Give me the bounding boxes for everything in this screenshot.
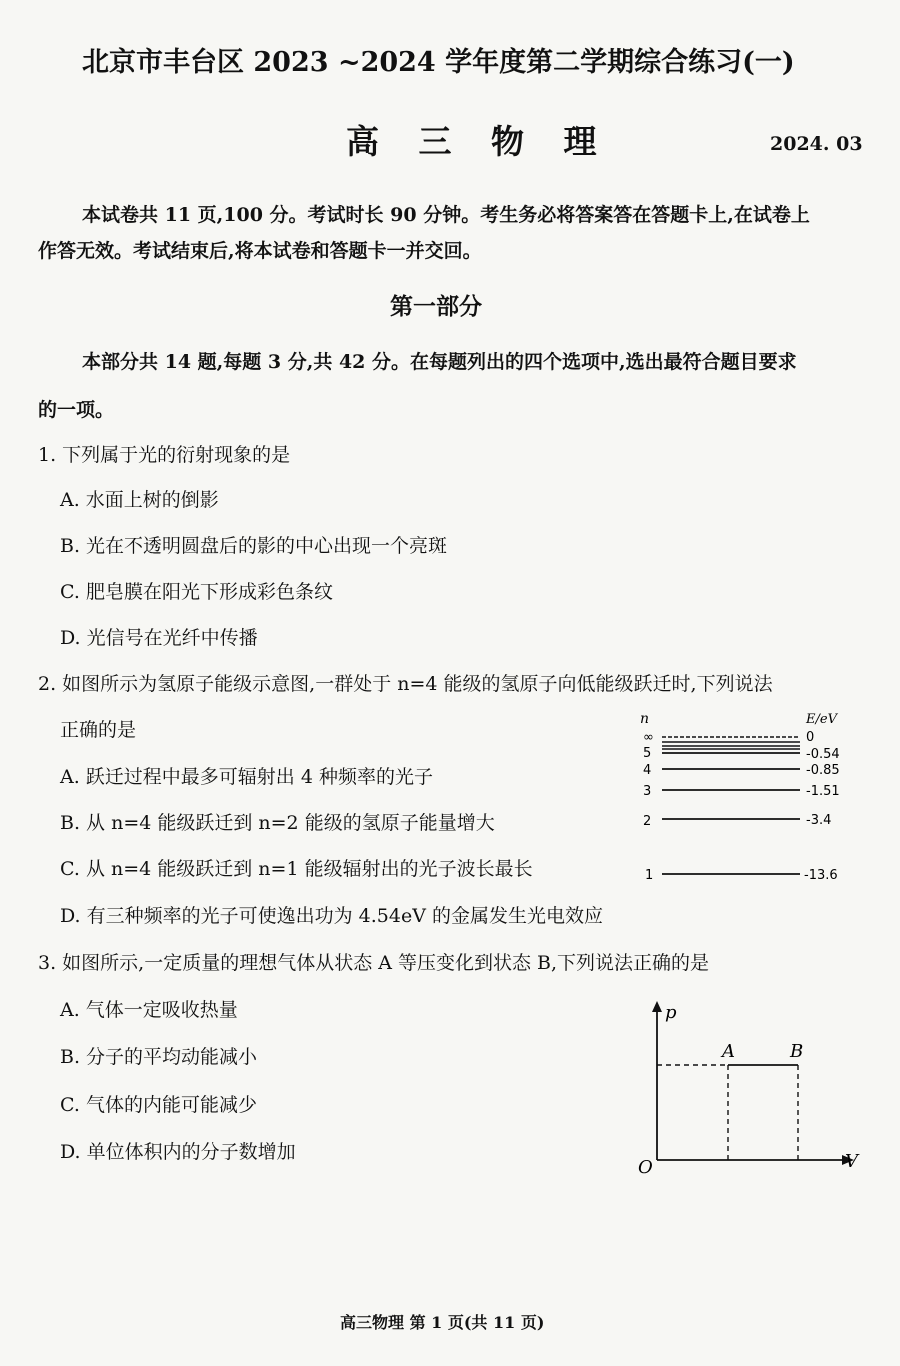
energy-level-diagram	[630, 705, 860, 890]
v-axis-label: V	[845, 1151, 858, 1172]
energy-level-n-1: 1	[645, 868, 654, 883]
energy-level-n-3: 3	[643, 784, 652, 799]
question-1-option-d: D. 光信号在光纤中传播	[60, 627, 258, 649]
energy-diagram-n-label: n	[640, 711, 650, 727]
point-b-label: B	[790, 1041, 804, 1062]
energy-level-n-2: 2	[643, 814, 652, 829]
p-axis-label: p	[665, 1002, 677, 1023]
p-axis-arrow	[652, 1001, 662, 1012]
question-2-option-b: B. 从 n=4 能级跃迁到 n=2 能级的氢原子能量增大	[60, 812, 495, 834]
question-3-option-b: B. 分子的平均动能减小	[60, 1046, 258, 1068]
question-2-stem-line-2: 正确的是	[60, 719, 137, 741]
question-1-option-b: B. 光在不透明圆盘后的影的中心出现一个亮斑	[60, 535, 448, 557]
instructions-line-1: 本试卷共 11 页,100 分。考试时长 90 分钟。考生务必将答案答在答题卡上,在试卷上	[82, 204, 810, 226]
subject-title: 高 三 物 理	[346, 122, 611, 161]
part-description-line-2: 的一项。	[38, 399, 115, 421]
question-2-option-d: D. 有三种频率的光子可使逸出功为 4.54eV 的金属发生光电效应	[60, 905, 603, 927]
question-3-option-d: D. 单位体积内的分子数增加	[60, 1141, 296, 1163]
energy-level-e-5: -0.54	[806, 747, 840, 762]
exam-title: 北京市丰台区 2023 ~2024 学年度第二学期综合练习(一)	[82, 47, 795, 78]
question-1-option-a: A. 水面上树的倒影	[60, 489, 219, 511]
question-1-option-c: C. 肥皂膜在阳光下形成彩色条纹	[60, 581, 333, 603]
origin-label: O	[638, 1157, 653, 1178]
instructions-line-2: 作答无效。考试结束后,将本试卷和答题卡一并交回。	[38, 240, 482, 262]
energy-level-e-3: -1.51	[806, 784, 840, 799]
question-2-stem-line-1: 2. 如图所示为氢原子能级示意图,一群处于 n=4 能级的氢原子向低能级跃迁时,下列说法	[38, 673, 773, 695]
energy-level-n-5: 5	[643, 746, 652, 761]
part-title: 第一部分	[390, 293, 482, 320]
point-a-label: A	[722, 1041, 735, 1062]
exam-date: 2024. 03	[770, 133, 863, 155]
energy-level-n-4: 4	[643, 763, 652, 778]
question-2-option-a: A. 跃迁过程中最多可辐射出 4 种频率的光子	[60, 766, 433, 788]
question-3-stem: 3. 如图所示,一定质量的理想气体从状态 A 等压变化到状态 B,下列说法正确的是	[38, 952, 710, 974]
energy-level-e-4: -0.85	[806, 763, 840, 778]
energy-level-e-inf: 0	[806, 730, 815, 745]
question-2-option-c: C. 从 n=4 能级跃迁到 n=1 能级辐射出的光子波长最长	[60, 858, 533, 880]
page-footer: 高三物理 第 1 页(共 11 页)	[340, 1313, 545, 1332]
energy-level-e-1: -13.6	[804, 868, 838, 883]
part-description-line-1: 本部分共 14 题,每题 3 分,共 42 分。在每题列出的四个选项中,选出最符合题目要求	[82, 351, 797, 373]
energy-level-n-inf: ∞	[643, 730, 654, 745]
energy-level-e-2: -3.4	[806, 813, 832, 828]
question-3-option-c: C. 气体的内能可能减少	[60, 1094, 257, 1116]
pv-diagram	[630, 995, 870, 1180]
question-1-stem: 1. 下列属于光的衍射现象的是	[38, 444, 291, 466]
question-3-option-a: A. 气体一定吸收热量	[60, 999, 238, 1021]
energy-diagram-e-label: E/eV	[806, 712, 837, 727]
